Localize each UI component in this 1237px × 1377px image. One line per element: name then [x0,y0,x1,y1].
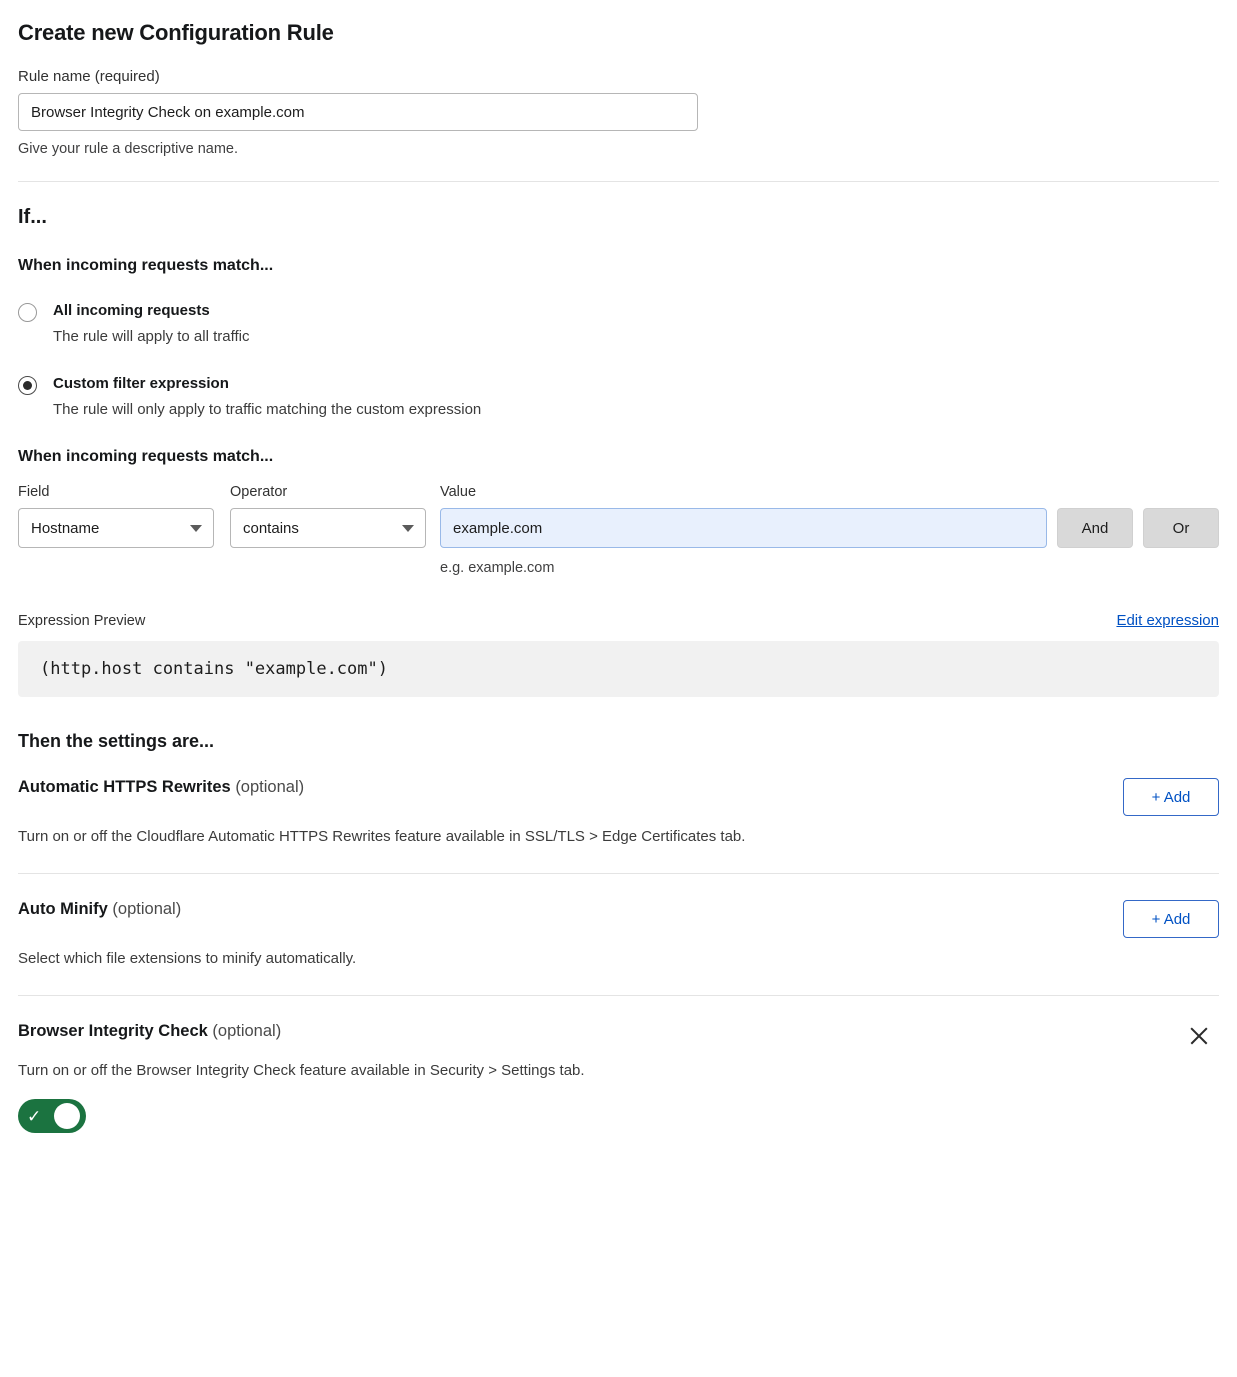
radio-label-all-requests: All incoming requests [53,302,210,319]
then-section-heading: Then the settings are... [18,731,215,751]
chevron-down-icon [402,525,414,532]
if-section-heading: If... [18,206,47,228]
setting-automatic-https-rewrites [18,752,1219,874]
radio-label-custom-filter: Custom filter expression [53,374,229,392]
setting-optional-tag: (optional) [112,900,182,918]
setting-title-browser-integrity-check [18,1022,281,1041]
setting-optional-tag: (optional) [212,1022,282,1040]
check-icon: ✓ [27,1106,42,1126]
radio-icon-custom-filter[interactable] [18,376,37,395]
browser-integrity-check-toggle[interactable] [18,1099,86,1133]
setting-desc-automatic-https-rewrites: Turn on or off the Cloudflare Automatic HTTPS Rewrites feature available in SSL/TLS > Edge Certificates tab. [18,828,746,845]
operator-select[interactable] [230,508,426,548]
toggle-knob [54,1103,80,1129]
setting-name: Browser Integrity Check [18,1022,208,1040]
setting-browser-integrity-check [18,996,1219,1161]
add-button-automatic-https-rewrites[interactable]: + Add [1123,778,1219,816]
match-heading: When incoming requests match... [18,257,274,274]
setting-title-automatic-https-rewrites [18,778,304,797]
radio-option-all-requests[interactable] [18,301,1219,348]
radio-icon-all-requests[interactable] [18,303,37,322]
value-input[interactable] [440,508,1047,548]
setting-optional-tag: (optional) [235,778,305,796]
divider-top [18,181,1219,182]
setting-desc-browser-integrity-check: Turn on or off the Browser Integrity Check feature available in Security > Settings tab. [18,1062,585,1079]
close-icon[interactable] [1185,1022,1213,1050]
expression-preview-label: Expression Preview [18,613,146,629]
rule-name-label: Rule name (required) [18,68,160,85]
builder-heading: When incoming requests match... [18,448,274,465]
radio-desc-all-requests: The rule will apply to all traffic [53,328,250,346]
or-button[interactable]: Or [1143,508,1219,548]
chevron-down-icon [190,525,202,532]
edit-expression-link[interactable]: Edit expression [1116,612,1219,629]
operator-column-label: Operator [230,484,288,500]
radio-option-custom-filter[interactable] [18,374,1219,421]
value-column-label: Value [440,484,477,500]
value-hint: e.g. example.com [440,560,555,576]
page-title: Create new Configuration Rule [18,20,334,45]
setting-auto-minify [18,874,1219,996]
radio-desc-custom-filter: The rule will only apply to traffic matching the custom expression [53,400,482,418]
field-select[interactable] [18,508,214,548]
setting-desc-auto-minify: Select which file extensions to minify automatically. [18,950,357,967]
setting-name: Auto Minify [18,900,108,918]
add-button-auto-minify[interactable]: + Add [1123,900,1219,938]
operator-select-value: contains [243,519,299,537]
and-button[interactable]: And [1057,508,1133,548]
field-column-label: Field [18,484,50,500]
rule-name-input[interactable] [18,93,698,131]
setting-name: Automatic HTTPS Rewrites [18,778,231,796]
rule-name-helper: Give your rule a descriptive name. [18,141,239,157]
expression-builder [18,484,1219,576]
field-select-value: Hostname [31,519,100,537]
setting-title-auto-minify [18,900,181,919]
expression-preview-box: (http.host contains "example.com") [18,641,1219,697]
